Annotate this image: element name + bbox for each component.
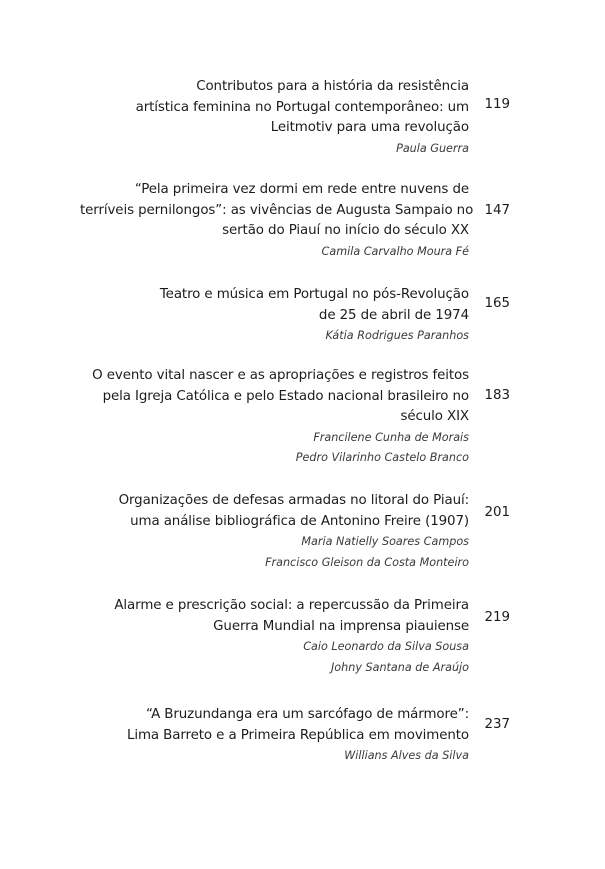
entry-author: Francilene Cunha de Morais (313, 430, 469, 444)
entry-title (80, 491, 469, 532)
title-line: pela Igreja Católica e pelo Estado nacional brasileiro no (102, 388, 469, 404)
entry-title (80, 366, 469, 428)
page-number: 119 (484, 97, 510, 112)
title-line: “Pela primeira vez dormi em rede entre nuvens de (134, 182, 469, 197)
page-number: 165 (484, 296, 510, 311)
page-number: 201 (484, 505, 510, 520)
entry-author: Pedro Vilarinho Castelo Branco (295, 451, 469, 464)
entry-author: Willians Alves da Silva (344, 749, 469, 762)
title-line: Leitmotiv para uma revolução (270, 120, 469, 135)
page-number: 183 (484, 388, 510, 403)
toc-entry[interactable] (80, 77, 510, 159)
entry-author: Francisco Gleison da Costa Monteiro (265, 555, 469, 569)
toc-entry[interactable] (80, 596, 510, 678)
title-line: Organizações de defesas armadas no litoral do Piauí: (118, 493, 469, 508)
toc-entry[interactable] (80, 705, 510, 767)
entry-title (80, 180, 474, 242)
title-line: Lima Barreto e a Primeira República em movimento (126, 727, 469, 743)
entry-author: Johny Santana de Araújo (331, 660, 469, 674)
title-line: “A Bruzundanga era um sarcófago de mármore”: (145, 707, 469, 722)
title-line: Guerra Mundial na imprensa piauiense (213, 618, 469, 634)
entry-author: Paula Guerra (396, 141, 469, 155)
entry-title (80, 705, 469, 746)
entry-author: Caio Leonardo da Silva Sousa (303, 640, 469, 653)
title-line: Alarme e prescrição social: a repercussão da Primeira (114, 598, 469, 613)
entry-author: Maria Natielly Soares Campos (301, 535, 469, 548)
title-line: de 25 de abril de 1974 (318, 307, 469, 323)
title-line: Teatro e música em Portugal no pós-Revolução (159, 287, 469, 302)
entry-title (80, 596, 469, 637)
title-line: O evento vital nascer e as apropriações e registros feitos (92, 368, 469, 383)
title-line: artística feminina no Portugal contemporâneo: um (135, 99, 469, 115)
title-line: sertão do Piauí no início do século XX (222, 223, 469, 238)
toc-entry[interactable] (80, 491, 510, 573)
toc-entry[interactable] (80, 285, 510, 347)
entry-author: Camila Carvalho Moura Fé (321, 244, 469, 258)
title-line: terríveis pernilongos”: as vivências de Augusta Sampaio no (80, 202, 474, 218)
title-line: século XIX (400, 409, 469, 424)
title-line: Contributos para a história da resistência (196, 79, 469, 94)
entry-title (80, 285, 469, 326)
title-line: uma análise bibliográfica de Antonino Freire (1907) (130, 513, 469, 529)
toc-entry[interactable] (80, 180, 510, 262)
page-number: 219 (484, 610, 510, 625)
page-number: 237 (484, 717, 510, 732)
toc-entry[interactable] (80, 366, 510, 469)
entry-title (80, 77, 469, 139)
entry-author: Kátia Rodrigues Paranhos (325, 329, 469, 342)
page-number: 147 (484, 203, 510, 218)
